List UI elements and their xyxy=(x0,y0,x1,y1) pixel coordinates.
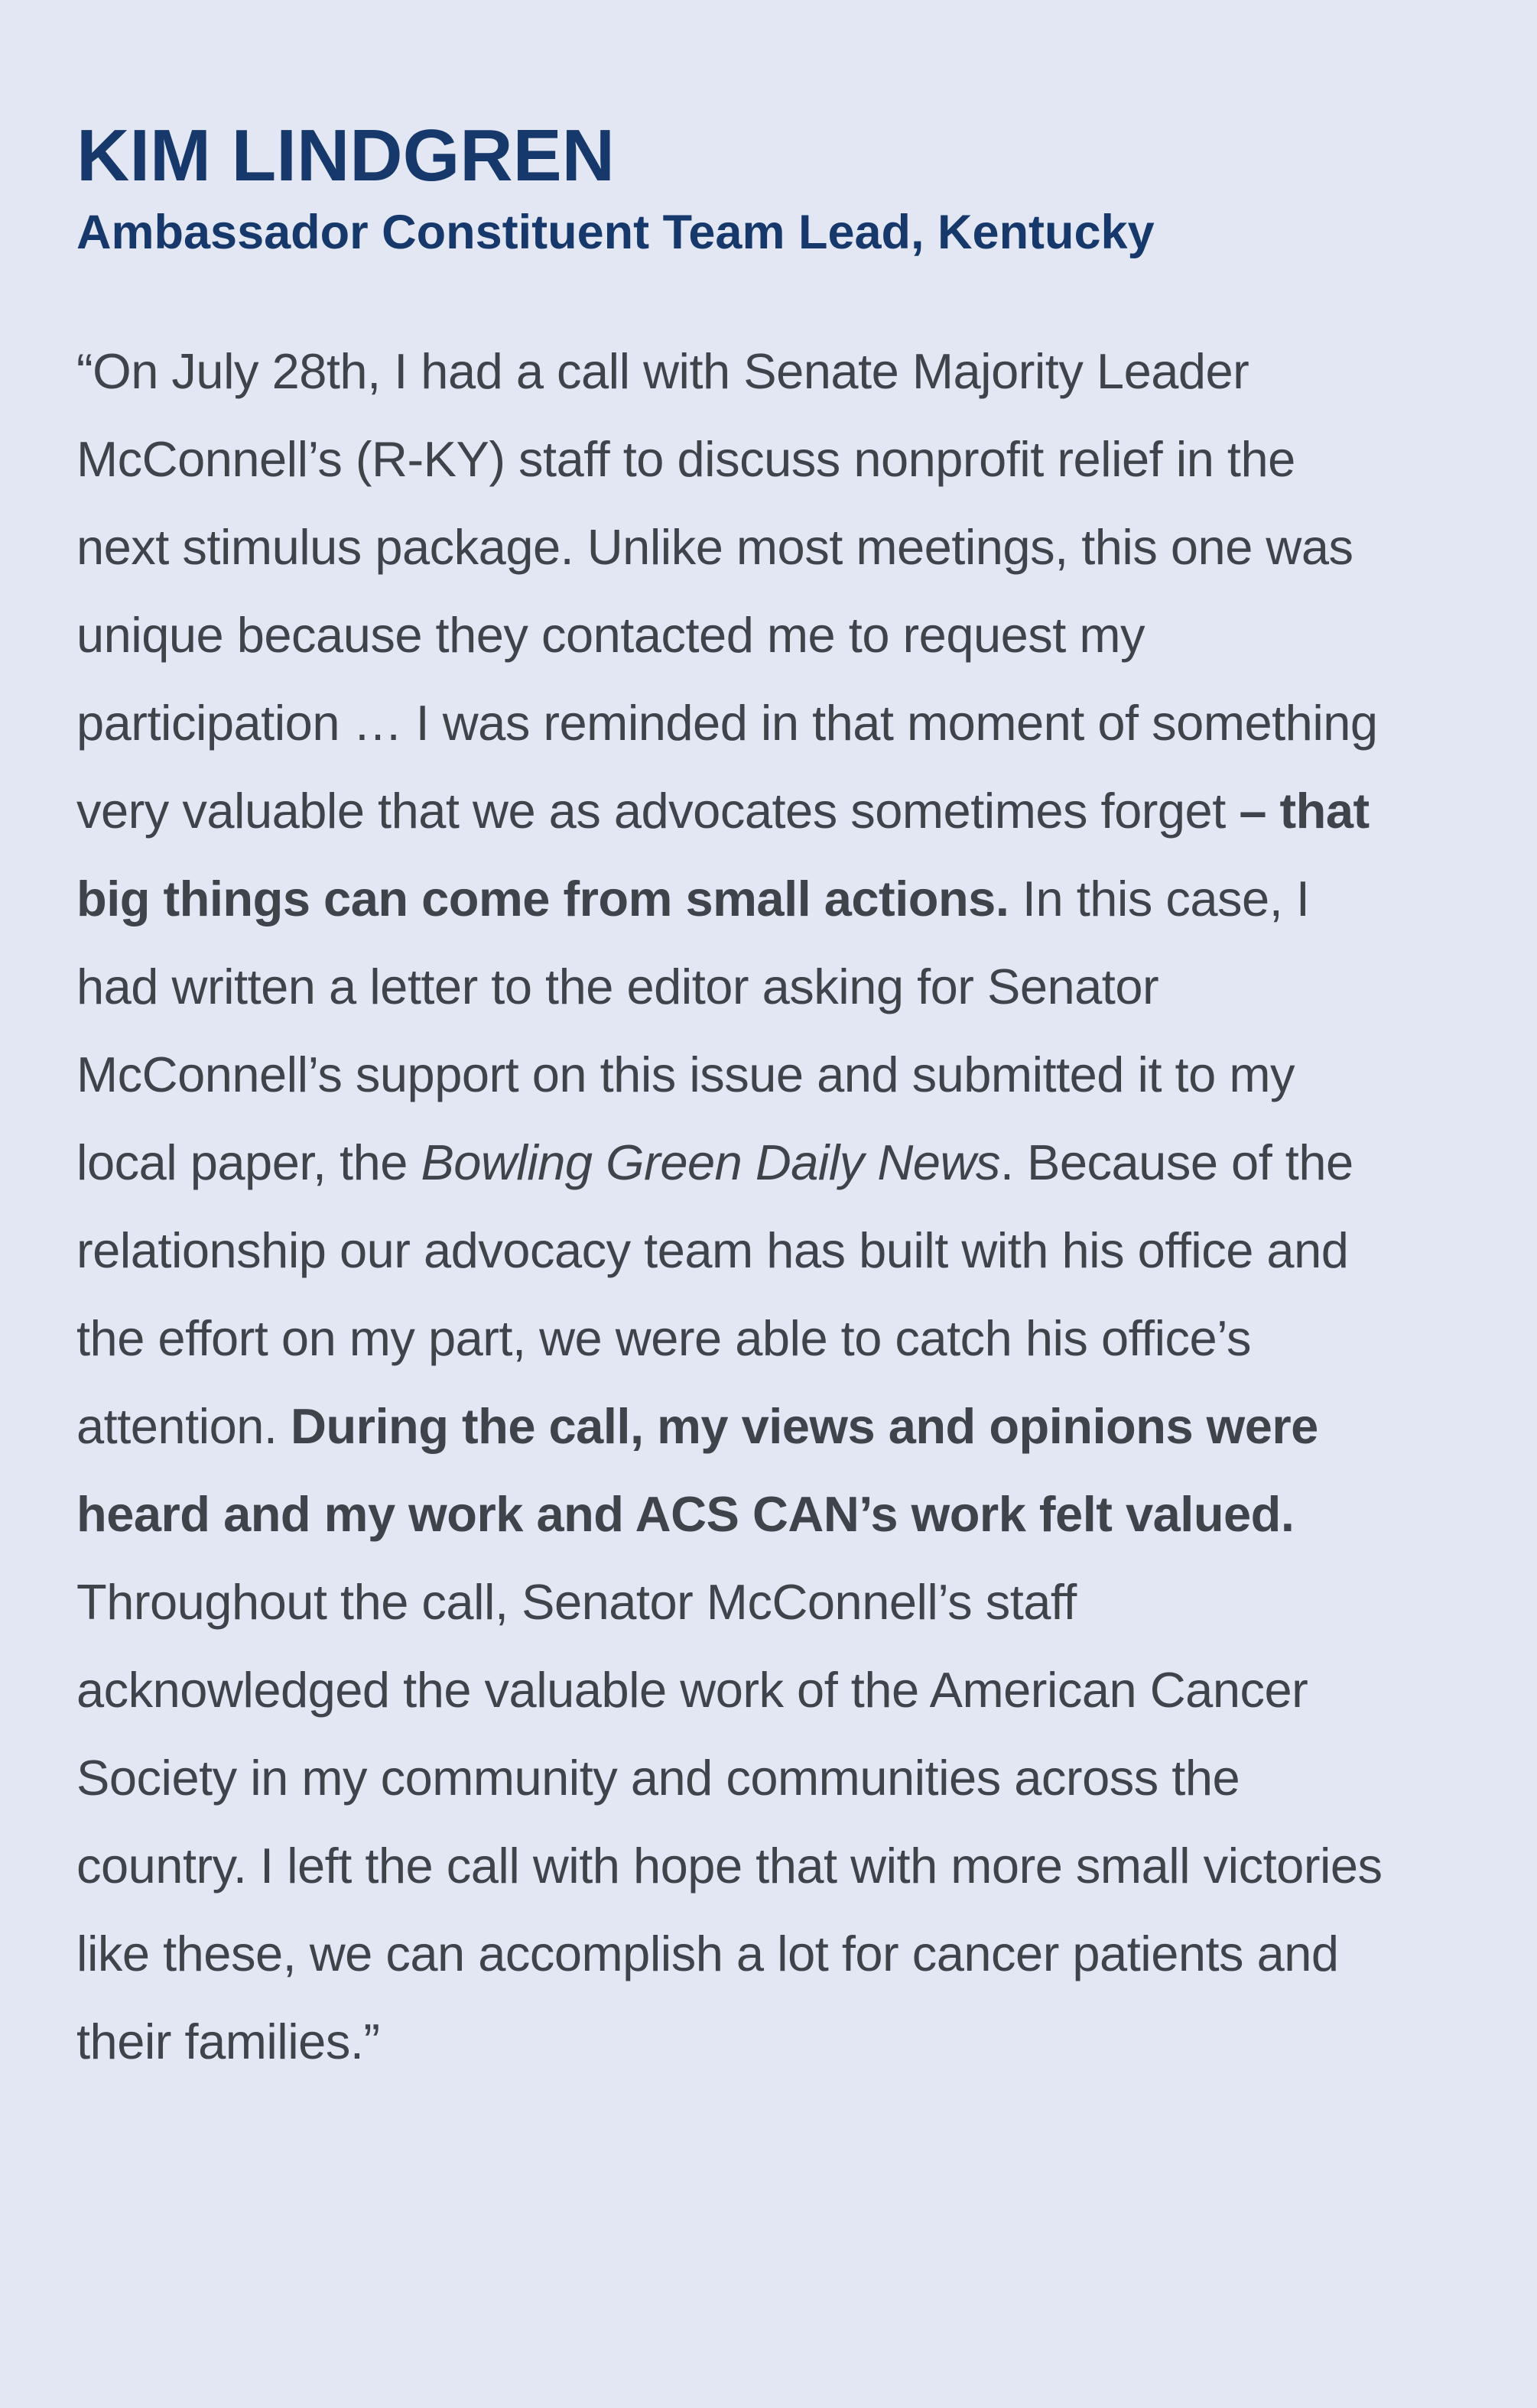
quote-segment-italic: Bowling Green Daily News xyxy=(421,1134,1000,1190)
quote-segment-normal: Throughout the call, Senator McConnell’s staff acknowledged the valuable work of the American Cancer Society in my community and communities across the country. I left the call with hope that with more small victories like these, we can accomplish a lot for cancer patients and their families.” xyxy=(76,1573,1383,2069)
quote-segment-bold: – that big things can come from small actions. xyxy=(76,782,1370,927)
quote-segment-normal: In this case, I had written a letter to the editor asking for Senator McConnell’s support on this issue and submitted it to my local paper, the xyxy=(76,870,1310,1190)
quote-segment-normal: . Because of the relationship our advocacy team has built with his office and the effort on my part, we were able to catch his office’s attention. xyxy=(76,1134,1353,1454)
person-name: KIM LINDGREN xyxy=(76,115,615,196)
person-title: Ambassador Constituent Team Lead, Kentucky xyxy=(76,205,1155,259)
quote-segment-bold: During the call, my views and opinions were heard and my work and ACS CAN’s work felt valued. xyxy=(76,1397,1318,1542)
quote-segment-normal: “On July 28th, I had a call with Senate Majority Leader McConnell’s (R-KY) staff to discuss nonprofit relief in the next stimulus package. Unlike most meetings, this one was unique because they contacted me to request my participation … I was reminded in that moment of something very valuable that we as advocates sometimes forget xyxy=(76,342,1378,839)
testimonial-quote xyxy=(76,327,1384,2085)
